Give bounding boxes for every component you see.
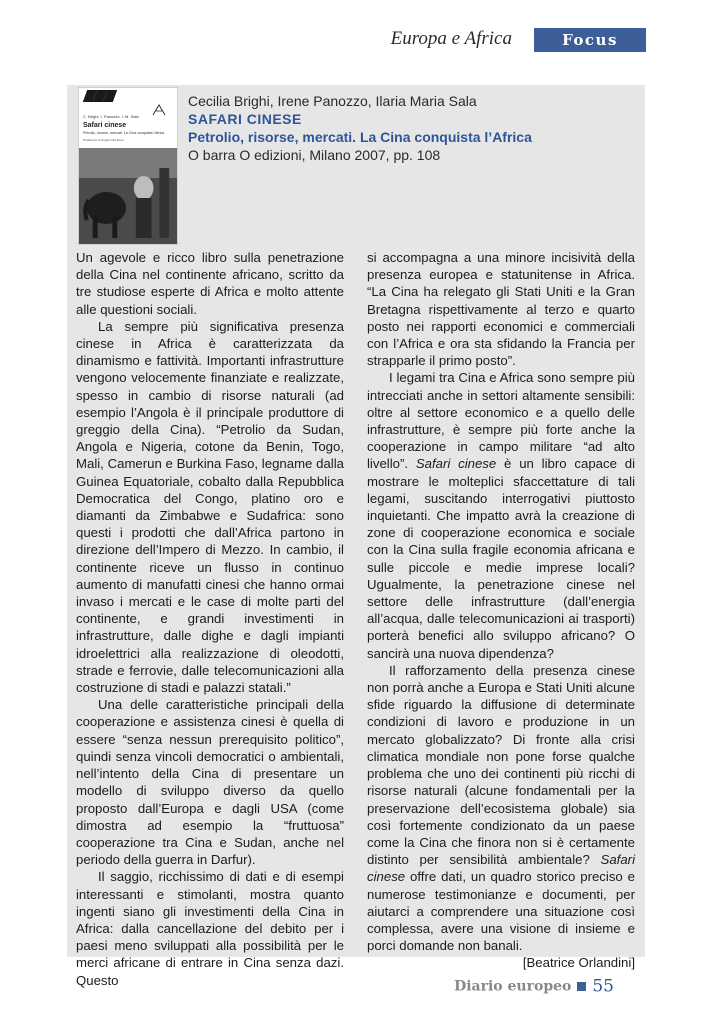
cover-title: Safari cinese xyxy=(83,122,127,129)
cover-subtitle: Petrolio, risorse, mercati. La Cina conquista l'Africa xyxy=(83,131,165,135)
square-bullet-icon xyxy=(577,982,586,991)
page-number: 55 xyxy=(592,976,614,997)
section-title: Europa e Africa xyxy=(390,28,512,49)
book-title: SAFARI CINESE xyxy=(188,111,302,127)
cover-photo xyxy=(79,148,177,245)
book-subtitle: Petrolio, risorse, mercati. La Cina conquista l’Africa xyxy=(188,129,532,145)
book-cover-image xyxy=(78,87,178,245)
text-run: offre dati, un quadro storico preciso e numerose testimonianze e documenti, per aiutarci a comprendere una situazione così complessa, avere una visione di insieme e porci domande non banali. xyxy=(367,869,635,954)
cover-band xyxy=(79,88,177,102)
page-footer xyxy=(454,976,614,997)
book-title-italic: Safari cinese xyxy=(367,852,635,885)
magazine-name: Diario europeo xyxy=(454,978,572,995)
author-signature: [Beatrice Orlandini] xyxy=(522,955,635,971)
text-run: Il rafforzamento della presenza cinese non porrà anche a Europa e Stati Uniti alcune sfide riguardo la diffusione di determinate condizioni di lavoro e produzione in un mercato globalizzato? Di fronte alla crisi climatica mondiale non pone forse qualche problema che uno dei continenti più ricchi di risorse naturali (alcune fondamentali per la preservazione dell’ecosistema globale) sia così fortemente condizionato da un paese come la Cina che finora non si è certamente distinto per sensibilità ambientale? xyxy=(367,662,635,868)
paragraph: La sempre più significativa presenza cinese in Africa è caratterizzata da dinamismo e fattività. Importanti infrastrutture vengono velocemente finanziate e realizzate, spesso in cambio di risorse naturali (ad esempio l’Angola è il principale produttore di greggio della Cina). “Petrolio da Sudan, Angola e Nigeria, cotone da Benin, Togo, Mali, Camerun e Burkina Faso, legname dalla Guinea Equatoriale, cobalto dalla Repubblica Democratica del Congo, platino oro e diamanti da Zimbabwe e Sudafrica: sono questi i prodotti che dall’Africa partono in direzione dell’Impero di Mezzo. In cambio, il continente riceve un flusso in continuo aumento di manufatti cinesi che hanno ormai invaso i mercati e le case di molte parti del continente, e grandi investimenti in infrastrutture, dalle dighe e dagli impianti idroelettrici alla realizzazione di oleodotti, strade e ferrovie, dalle telecomunicazioni alla costruzione di stadi e palazzi statali.” xyxy=(76,318,344,696)
publisher-logo-icon xyxy=(151,102,167,118)
focus-tab: Focus xyxy=(534,28,646,52)
paragraph: Una delle caratteristiche principali della cooperazione e assistenza cinesi è quella di essere “senza nessun prerequisito politico”, quindi senza vincoli democratici o ambientali, nell’intento della Cina di presentare un modello di sviluppo diverso da quello proposto dall’Europa e dagli USA (come dimostra ad esempio la “fruttuosa” cooperazione tra Cina e Sudan, anche nel periodo della guerra in Darfur). xyxy=(76,697,344,868)
paragraph: Un agevole e ricco libro sulla penetrazione della Cina nel continente africano, scritto da tre studiose esperte di Africa e molto attente alle questioni sociali. xyxy=(76,250,344,317)
book-publisher: O barra O edizioni, Milano 2007, pp. 108 xyxy=(188,147,441,163)
book-info xyxy=(188,92,638,164)
text-run: è un libro capace di mostrare le molteplici sfaccettature di tali legami, suscitando interrogativi piuttosto inquietanti. Che impatto avrà la creazione di zone di cooperazione economica e sociale con la Cina sulla fragile economia africana e sulle piccole e medie imprese locali? Ugualmente, la penetrazione cinese nel settore delle infrastrutture (dall’energia all’acqua, dalle telecomunicazioni ai trasporti) porterà benefici allo sviluppo africano? O sancirà una nuova dipendenza? xyxy=(367,456,636,661)
paragraph: si accompagna a una minore incisività della presenza europea e statunitense in Africa. “La Cina ha relegato gli Stati Uniti e la Gran Bretagna rispettivamente al terzo e quarto posto nei rapporti economici e commerciali con l’Africa e ora sta sfidando la Francia per strapparle il primo posto”. xyxy=(367,250,635,369)
paragraph: Il saggio, ricchissimo di dati e di esempi interessanti e stimolanti, mostra quanto ingenti siano gli investimenti della Cina in Africa: dalla cancellazione del debito per i paesi meno sviluppati alla possibilità per le merci africane di entrare in Cina senza dazi. Questo xyxy=(76,869,344,988)
book-title-italic: Safari cinese xyxy=(415,456,497,472)
text-run: I legami tra Cina e Africa sono sempre più intrecciati anche in settori altamente sensibili: oltre al settore economico e a quello delle infrastrutture, è sempre più forte anche la cooperazione in campo militare “ad alto livello”. xyxy=(367,370,635,472)
cover-preface: Prefazione di Angelo Del Boca xyxy=(83,138,124,142)
cover-authors: C. Brighi, I. Panozzo, I. M. Sala xyxy=(83,114,139,119)
book-authors: Cecilia Brighi, Irene Panozzo, Ilaria Maria Sala xyxy=(188,93,477,109)
paragraph xyxy=(367,369,635,661)
article-column-left xyxy=(76,249,344,989)
paragraph xyxy=(367,662,635,954)
article-column-right xyxy=(367,249,635,972)
